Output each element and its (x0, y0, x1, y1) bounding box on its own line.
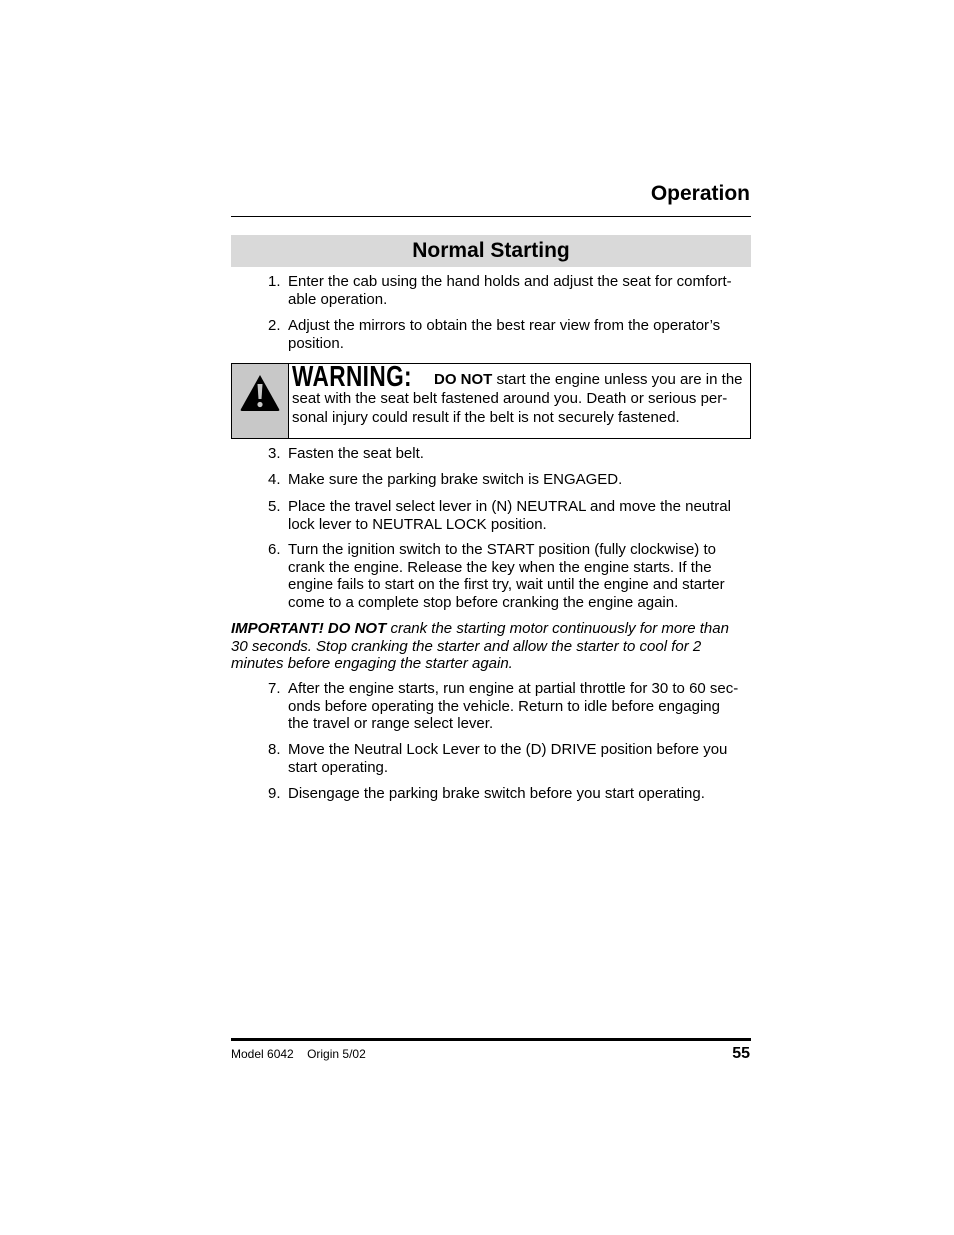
step-text-line: engine fails to start on the first try, wait until the engine and starter (288, 576, 725, 593)
footer-divider (231, 1038, 751, 1041)
step-text-line: Turn the ignition switch to the START position (fully clockwise) to (288, 541, 716, 558)
warning-line: start the engine unless you are in the (492, 371, 743, 388)
footer-model: Model 6042 (231, 1047, 294, 1061)
step-text-line: start operating. (288, 758, 389, 776)
step-number: 3. (268, 445, 281, 462)
step-text-line: Enter the cab using the hand holds and adjust the seat for comfort- (288, 273, 732, 290)
important-line: crank the starting motor continuously for more than (386, 620, 729, 637)
step-text-line: the travel or range select lever. (288, 715, 494, 732)
list-item (231, 445, 751, 463)
step-text-line: lock lever to NEUTRAL LOCK position. (288, 515, 547, 533)
step-text-line: crank the engine. Release the key when the engine starts. If the (288, 558, 712, 576)
warning-label: WARNING: (292, 361, 412, 393)
step-number: 1. (268, 273, 281, 290)
page-section-title: Operation (650, 182, 750, 205)
step-number: 7. (268, 680, 281, 697)
step-text-line: Move the Neutral Lock Lever to the (D) DRIVE position before you (288, 741, 728, 758)
important-lead: IMPORTANT! DO NOT (231, 620, 387, 637)
list-item (231, 317, 751, 352)
warning-line: sonal injury could result if the belt is not securely fastened. (292, 409, 680, 426)
step-text-line: Adjust the mirrors to obtain the best rear view from the operator’s (288, 317, 721, 334)
list-item (231, 498, 751, 533)
step-text-line: onds before operating the vehicle. Return to idle before engaging (288, 697, 720, 715)
warning-line: seat with the seat belt fastened around you. Death or serious per- (292, 390, 728, 407)
list-item (231, 541, 751, 611)
warning-lead: DO NOT (434, 371, 493, 388)
list-item (231, 741, 751, 776)
footer-origin: Origin 5/02 (307, 1047, 366, 1061)
step-text-line: position. (288, 334, 344, 352)
step-text-line: After the engine starts, run engine at partial throttle for 30 to 60 sec- (288, 680, 739, 697)
header-divider (231, 216, 751, 217)
alert-triangle-icon (239, 373, 281, 413)
step-text-line: Make sure the parking brake switch is ENGAGED. (288, 471, 623, 488)
step-number: 5. (268, 498, 281, 515)
step-number: 9. (268, 785, 281, 802)
step-number: 8. (268, 741, 281, 758)
list-item (231, 471, 751, 489)
step-text-line: Fasten the seat belt. (288, 445, 424, 462)
page-number: 55 (732, 1045, 750, 1062)
warning-text (292, 361, 744, 427)
warning-box (231, 363, 751, 439)
list-item (231, 273, 751, 308)
step-text-line: Place the travel select lever in (N) NEUTRAL and move the neutral (288, 498, 731, 515)
step-text-line: able operation. (288, 290, 388, 308)
step-text-line: come to a complete stop before cranking the engine again. (288, 593, 679, 611)
list-item (231, 680, 751, 733)
important-note (231, 620, 751, 673)
important-line: 30 seconds. Stop cranking the starter and allow the starter to cool for 2 (231, 637, 702, 655)
warning-icon-cell (232, 364, 289, 438)
list-item (231, 785, 751, 803)
step-number: 4. (268, 471, 281, 488)
section-heading: Normal Starting (231, 235, 751, 267)
step-number: 2. (268, 317, 281, 334)
footer-meta (231, 1047, 376, 1061)
step-number: 6. (268, 541, 281, 558)
important-line: minutes before engaging the starter again. (231, 655, 513, 672)
step-text-line: Disengage the parking brake switch before you start operating. (288, 785, 705, 802)
